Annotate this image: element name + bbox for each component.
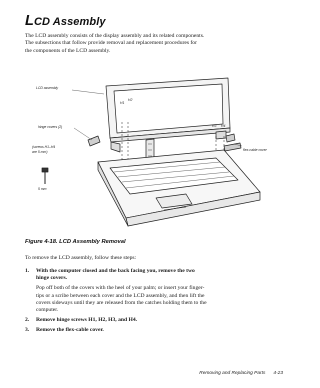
intro-line: The subsections that follow provide removal and replacement procedures for — [25, 40, 197, 47]
step-title: Remove hinge screws H1, H2, H3, and H4. — [36, 317, 138, 324]
section-title — [25, 13, 106, 29]
hinge-cover-left — [88, 136, 100, 146]
intro-line: The LCD assembly consists of the display assembly and its related components. — [25, 33, 205, 39]
laptop-exploded-illustration — [28, 76, 278, 236]
step-body-line: Pop off both of the covers with the heel of your palm; or insert your finger- — [36, 285, 205, 292]
intro-line: the components of the LCD assembly. — [25, 47, 111, 54]
lcd-assembly-figure — [28, 76, 278, 236]
procedure-steps — [25, 268, 285, 335]
page-footer — [199, 371, 283, 376]
lcd-screen — [114, 84, 226, 133]
step-number: 3. — [25, 327, 30, 334]
step-item — [25, 327, 285, 334]
label-h4: H4 — [221, 124, 226, 128]
label-5mm: 5 mm — [38, 187, 47, 191]
step-body-line: covers sideways until they are released from the catches holding them to the — [36, 299, 207, 306]
title-rest: CD Assembly — [33, 16, 106, 28]
page-number: 4-23 — [273, 371, 283, 376]
step-title-cont: hinge covers. — [36, 275, 68, 282]
step-number: 1. — [25, 268, 30, 274]
label-flex-cable-cover: flex-cable cover — [243, 148, 267, 152]
step-item — [25, 268, 285, 314]
label-h3: H3 — [212, 124, 217, 128]
screw — [42, 168, 48, 172]
step-number: 2. — [25, 317, 30, 324]
step-title: Remove the flex-cable cover. — [36, 327, 104, 334]
step-title: With the computer closed and the back facing you, remove the two — [36, 268, 195, 274]
footer-section: Removing and Replacing Parts — [199, 371, 266, 376]
intro-paragraph — [25, 33, 280, 55]
steps-lead: To remove the LCD assembly, follow these steps: — [25, 255, 137, 261]
flex-cable-cover — [224, 143, 241, 151]
figure-caption: Figure 4-18. LCD Assembly Removal — [25, 239, 126, 245]
hinge-cover-right — [226, 134, 235, 142]
title-initial: L — [25, 13, 34, 29]
label-screws-line2: are 5 mm) — [32, 150, 48, 154]
label-hinge-covers: hinge covers (2) — [38, 125, 63, 129]
step-item — [25, 317, 285, 324]
label-h1: H1 — [120, 101, 125, 105]
step-body-line: tips or a scribe between each cover and the LCD assembly, and then lift the — [36, 292, 205, 299]
label-lcd-assembly: LCD assembly — [36, 86, 59, 90]
label-screws-line1: (screws H1–H4 — [32, 145, 56, 149]
label-h2: H2 — [128, 98, 133, 102]
step-body — [25, 285, 285, 314]
step-body-line: computer. — [36, 307, 59, 314]
